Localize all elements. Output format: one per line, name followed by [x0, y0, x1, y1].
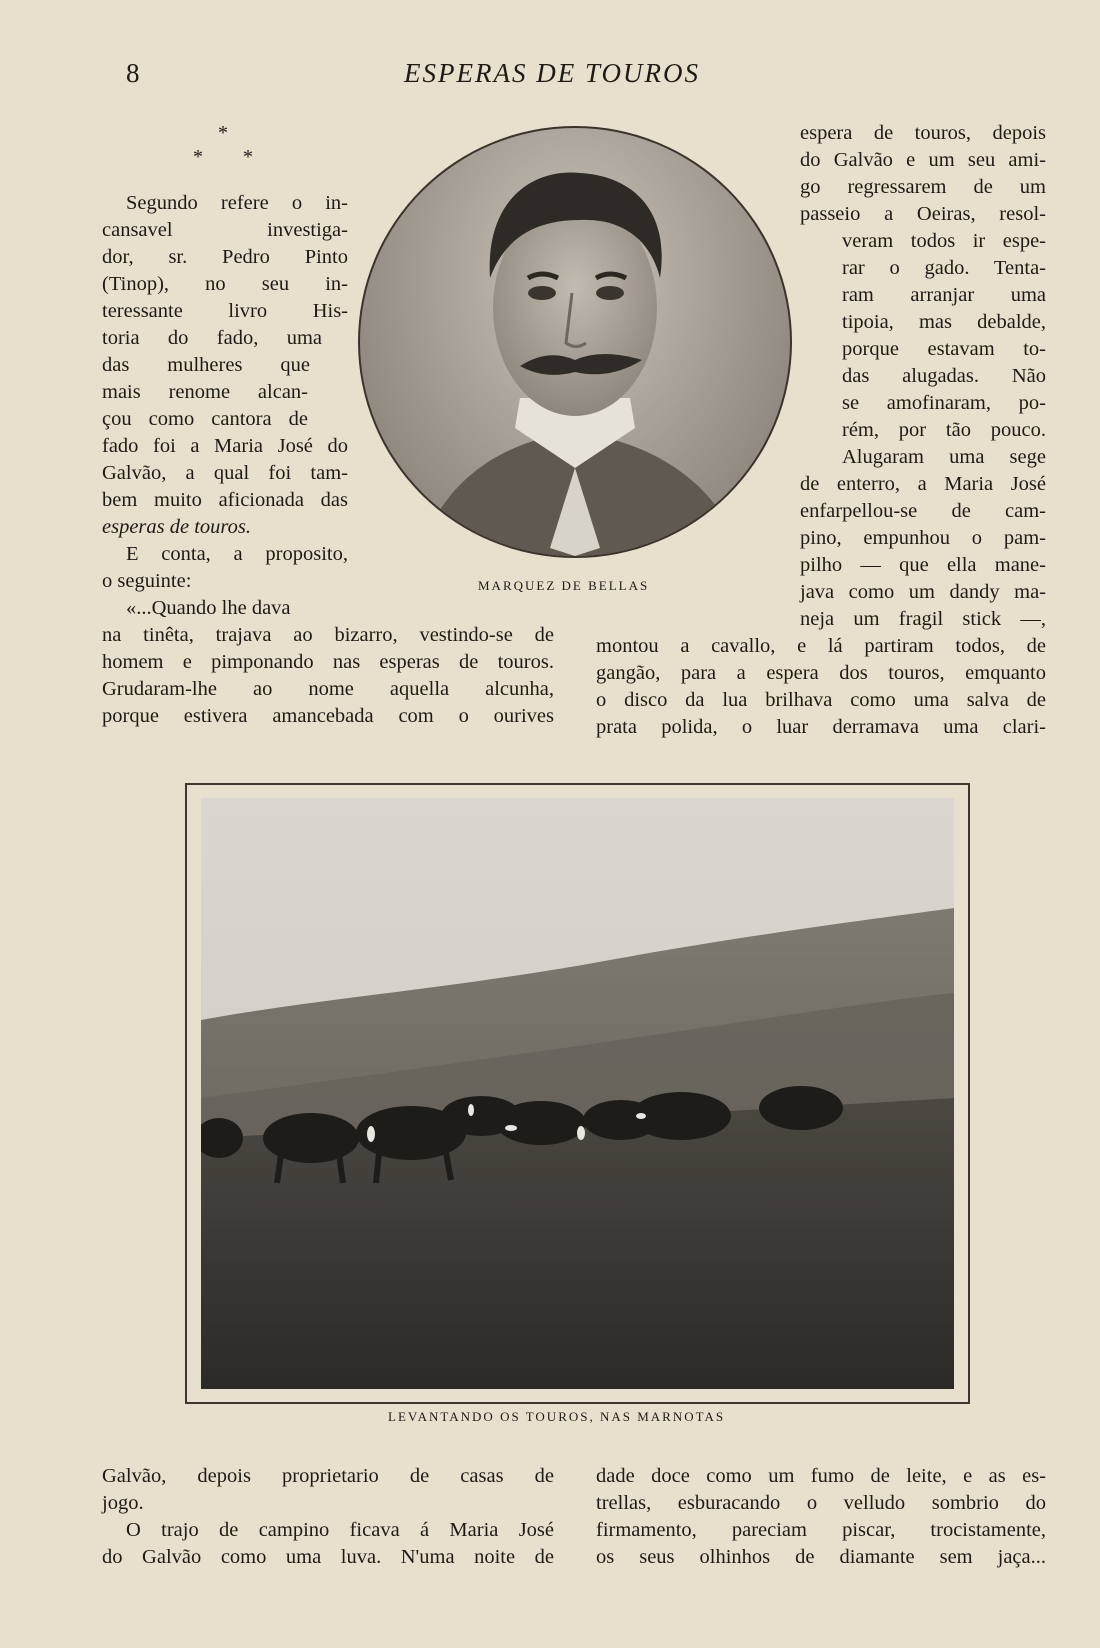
- text-line: porque estavam to-: [842, 338, 1046, 360]
- text-line: se amofinaram, po-: [842, 392, 1046, 414]
- text-line: jogo.: [102, 1492, 144, 1514]
- page-number: 8: [126, 58, 141, 88]
- text-line: os seus olhinhos de diamante sem jaça...: [596, 1546, 1046, 1568]
- text-line: trellas, esburacando o velludo sombrio do: [596, 1492, 1046, 1514]
- text-line: «...Quando lhe dava: [126, 597, 291, 619]
- text-line: tipoia, mas debalde,: [842, 311, 1046, 333]
- text-line: gangão, para a espera dos touros, emquanto: [596, 662, 1046, 684]
- photo-frame: [185, 783, 970, 1404]
- text-line: montou a cavallo, e lá partiram todos, de: [596, 635, 1046, 657]
- text-line: neja um fragil stick —,: [800, 608, 1046, 630]
- text-line: passeio a Oeiras, resol-: [800, 203, 1046, 225]
- text-line: esperas de touros.: [102, 516, 251, 538]
- portrait-photo: [358, 126, 792, 558]
- portrait-illustration: [360, 128, 790, 556]
- text-line: espera de touros, depois: [800, 122, 1046, 144]
- text-line: O trajo de campino ficava á Maria José: [126, 1519, 554, 1541]
- landscape-photo: [201, 798, 954, 1389]
- text-line: veram todos ir espe-: [842, 230, 1046, 252]
- text-line: o seguinte:: [102, 570, 192, 592]
- photo-caption: LEVANTANDO OS TOUROS, NAS MARNOTAS: [388, 1409, 726, 1424]
- text-line: do Galvão como uma luva. N'uma noite de: [102, 1546, 554, 1568]
- text-line: rar o gado. Tenta-: [842, 257, 1046, 279]
- text-line: enfarpellou-se de cam-: [800, 500, 1046, 522]
- text-line: Grudaram-lhe ao nome aquella alcunha,: [102, 678, 554, 700]
- text-line: prata polida, o luar derramava uma clari-: [596, 716, 1046, 738]
- text-line: Alugaram uma sege: [842, 446, 1046, 468]
- text-line: de enterro, a Maria José: [800, 473, 1046, 495]
- portrait-caption: MARQUEZ DE BELLAS: [478, 578, 650, 593]
- text-line: Galvão, a qual foi tam-: [102, 462, 348, 484]
- bull-herd-illustration: [201, 798, 954, 1389]
- text-line: das alugadas. Não: [842, 365, 1046, 387]
- text-line: fado foi a Maria José do: [102, 435, 348, 457]
- running-title: ESPERAS DE TOUROS: [404, 58, 700, 88]
- text-line: Segundo refere o in-: [126, 192, 348, 214]
- text-line: rém, por tão pouco.: [842, 419, 1046, 441]
- asterisk: *: [243, 146, 253, 168]
- text-line: homem e pimponando nas esperas de touros.: [102, 651, 554, 673]
- text-line: cansavel investiga-: [102, 219, 348, 241]
- text-line: çou como cantora de: [102, 408, 308, 430]
- text-line: dor, sr. Pedro Pinto: [102, 246, 348, 268]
- text-line: das mulheres que: [102, 354, 310, 376]
- text-line: E conta, a proposito,: [126, 543, 348, 565]
- text-line: na tinêta, trajava ao bizarro, vestindo-se de: [102, 624, 554, 646]
- section-break-asterisks: [185, 122, 265, 172]
- text-line: pilho — que ella mane-: [800, 554, 1046, 576]
- text-line: ram arranjar uma: [842, 284, 1046, 306]
- text-line: dade doce como um fumo de leite, e as es-: [596, 1465, 1046, 1487]
- text-line: porque estivera amancebada com o ourives: [102, 705, 554, 727]
- text-line: bem muito aficionada das: [102, 489, 348, 511]
- text-line: o disco da lua brilhava como uma salva de: [596, 689, 1046, 711]
- text-line: Galvão, depois proprietario de casas de: [102, 1465, 554, 1487]
- asterisk: *: [218, 122, 228, 144]
- text-line: mais renome alcan-: [102, 381, 308, 403]
- text-line: do Galvão e um seu ami-: [800, 149, 1046, 171]
- text-line: firmamento, pareciam piscar, trocistamente,: [596, 1519, 1046, 1541]
- text-line: pino, empunhou o pam-: [800, 527, 1046, 549]
- text-line: (Tinop), no seu in-: [102, 273, 348, 295]
- text-line: teressante livro His-: [102, 300, 348, 322]
- text-line: toria do fado, uma: [102, 327, 322, 349]
- asterisk: *: [193, 146, 203, 168]
- text-line: go regressarem de um: [800, 176, 1046, 198]
- text-line: java como um dandy ma-: [800, 581, 1046, 603]
